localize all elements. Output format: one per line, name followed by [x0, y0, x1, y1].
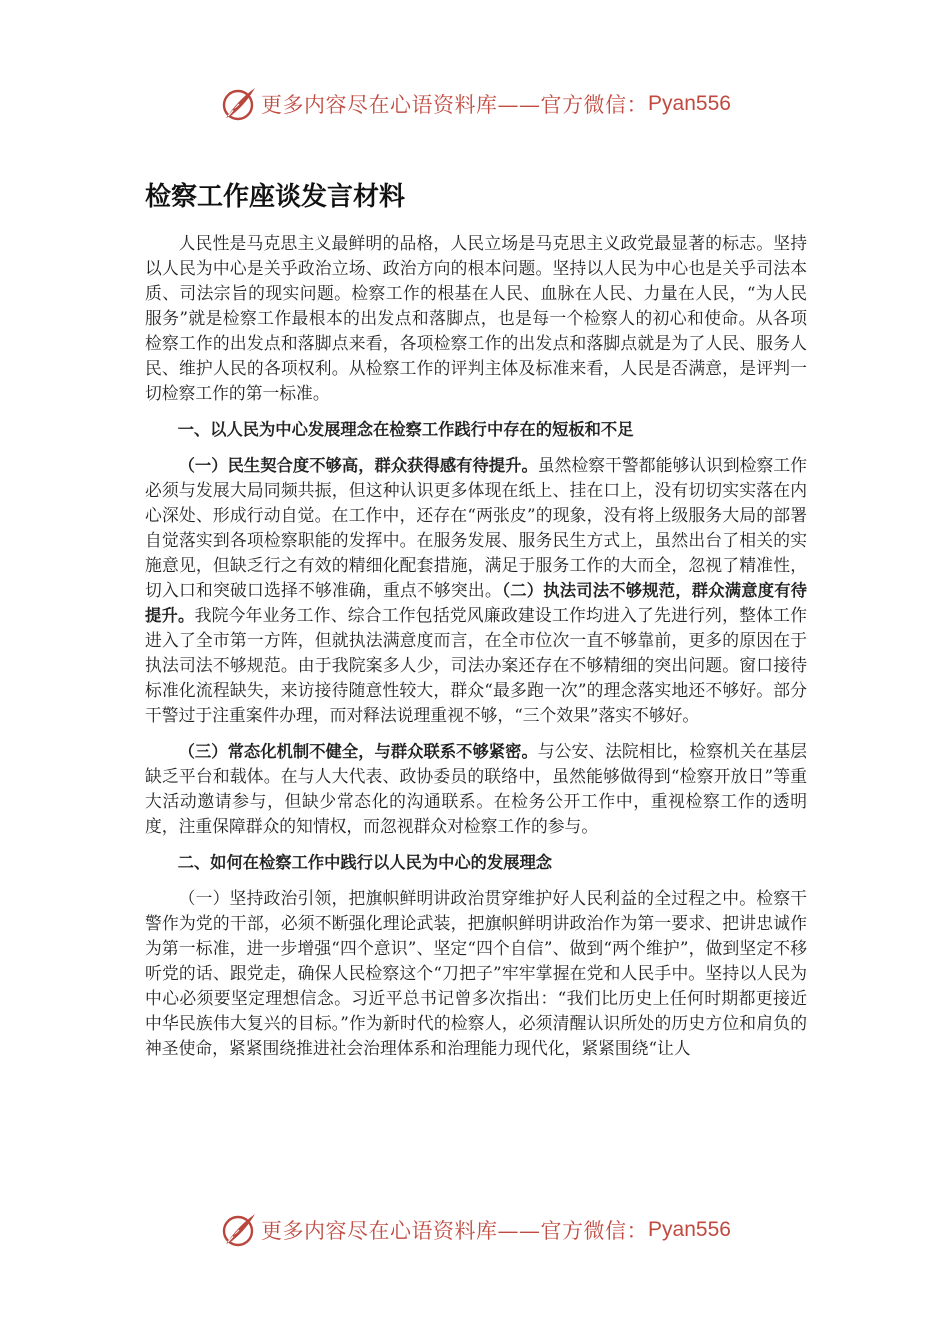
document-body: [145, 231, 807, 1072]
header-banner: [0, 82, 950, 126]
s1p2-text: 我院今年业务工作、综合工作包括党风廉政建设工作均进入了先进行列，整体工作进入了全市第一方阵，但就执法满意度而言，在全市位次一直不够靠前，更多的原因在于执法司法不够规范。由于我院案多人少，司法办案还存在不够精细的突出问题。窗口接待标准化流程缺失，来访接待随意性较大，群众“最多跑一次”的理念落实地还不够好。部分干警过于注重案件办理，而对释法说理重视不够，“三个效果”落实不够好。: [145, 605, 807, 725]
banner-text: 更多内容尽在心语资料库——官方微信：: [261, 1219, 649, 1243]
section-1-paragraph-3: [145, 739, 807, 839]
section-1-heading: 一、以人民为中心发展理念在检察工作践行中存在的短板和不足: [177, 420, 634, 439]
quill-pen-logo-icon: [219, 1210, 259, 1250]
banner-wechat-id: Pyan556: [648, 92, 731, 115]
section-2-heading: 二、如何在检察工作中践行以人民为中心的发展理念: [177, 853, 553, 872]
banner-wechat-id: Pyan556: [648, 1218, 731, 1241]
footer-banner: [0, 1208, 950, 1252]
s1p3-lead: （三）常态化机制不健全，与群众联系不够紧密。: [178, 742, 538, 761]
intro-paragraph: 人民性是马克思主义最鲜明的品格，人民立场是马克思主义政党最显著的标志。坚持以人民为中心是关乎政治立场、政治方向的根本问题。坚持以人民为中心也是关乎司法本质、司法宗旨的现实问题。检察工作的根基在人民、血脉在人民、力量在人民，“为人民服务”就是检察工作最根本的出发点和落脚点，也是每一个检察人的初心和使命。从各项检察工作的出发点和落脚点来看，各项检察工作的出发点和落脚点就是为了人民、服务人民、维护人民的各项权利。从检察工作的评判主体及标准来看，人民是否满意，是评判一切检察工作的第一标准。: [145, 233, 807, 403]
document-title: 检察工作座谈发言材料: [145, 182, 406, 212]
s1p3-text: 与公安、法院相比，检察机关在基层缺乏平台和载体。在与人大代表、政协委员的联络中，虽然能够做得到“检察开放日”等重大活动邀请参与，但缺少常态化的沟通联系。在检务公开工作中，重视检察工作的透明度，注重保障群众的知情权，而忽视群众对检察工作的参与。: [145, 741, 807, 836]
section-1-paragraph-1: [145, 453, 807, 728]
s1p1-text: 虽然检察干警都能够认识到检察工作必须与发展大局同频共振，但这种认识更多体现在纸上、挂在口上，没有切切实实落在内心深处、形成行动自觉。在工作中，还存在“两张皮”的现象，没有将上级服务大局的部署自觉落实到各项检察职能的发挥中。在服务发展、服务民生方式上，虽然出台了相关的实施意见，但缺乏行之有效的精细化配套措施，满足于服务工作的大而全，忽视了精准性，切入口和突破口选择不够准确，重点不够突出。: [145, 455, 807, 600]
section-2-paragraph-1: （一）坚持政治引领，把旗帜鲜明讲政治贯穿维护好人民利益的全过程之中。检察干警作为党的干部，必须不断强化理论武装，把旗帜鲜明讲政治作为第一要求、把讲忠诚作为第一标准，进一步增强“四个意识”、坚定“四个自信”、做到“两个维护”，做到坚定不移听党的话、跟党走，确保人民检察这个“刀把子”牢牢掌握在党和人民手中。坚持以人民为中心必须要坚定理想信念。习近平总书记曾多次指出：“我们比历史上任何时期都更接近中华民族伟大复兴的目标。”作为新时代的检察人，必须清醒认识所处的历史方位和肩负的神圣使命，紧紧围绕推进社会治理体系和治理能力现代化，紧紧围绕“让人: [145, 888, 807, 1058]
banner-text: 更多内容尽在心语资料库——官方微信：: [261, 93, 649, 117]
quill-pen-logo-icon: [219, 84, 259, 124]
s1p2-lead: （二）执法司法不够规范，群众满意度有待提升。: [145, 581, 807, 625]
s1p1-lead: （一）民生契合度不够高，群众获得感有待提升。: [178, 456, 538, 475]
